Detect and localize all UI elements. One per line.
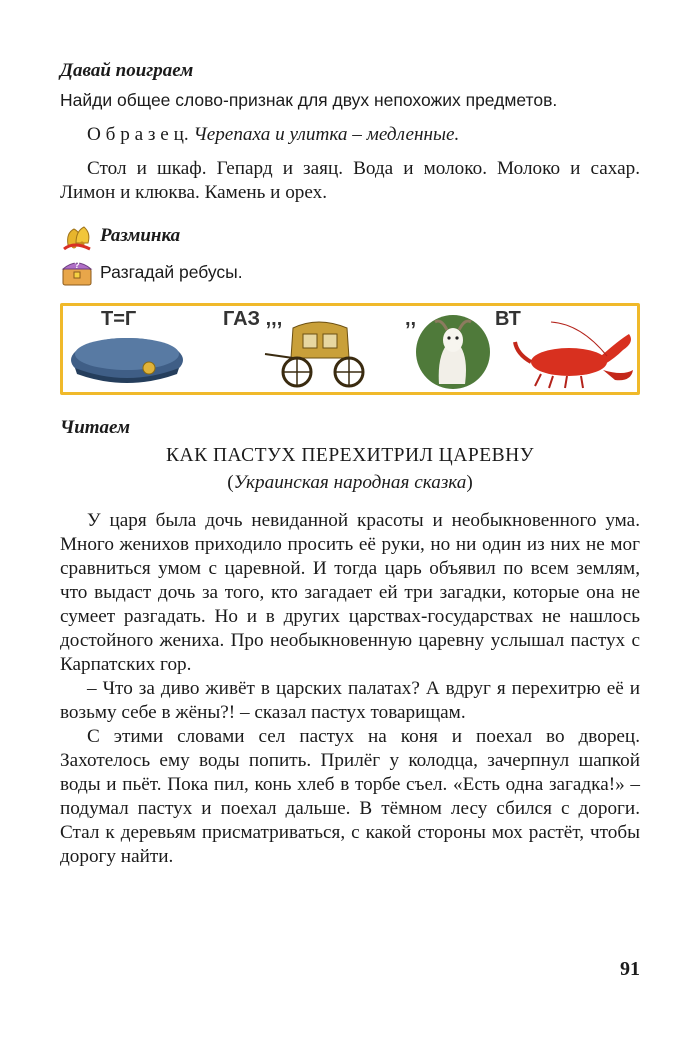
beret-icon <box>67 330 187 390</box>
warmup-task: Разгадай ребусы. <box>100 261 243 282</box>
story-subtitle: Украинская народная сказка <box>233 472 467 493</box>
story-subtitle-wrap: (Украинская народная сказка) <box>227 472 473 493</box>
bells-icon <box>60 219 94 253</box>
rebus-carriage-label: ГАЗ ,,, <box>223 308 283 330</box>
game-section-title: Давай поиграем <box>60 60 194 81</box>
lobster-icon <box>511 320 637 390</box>
example-line <box>60 123 640 147</box>
story-paragraph-1: У царя была дочь невиданной красоты и необыкновенного ума. Много женихов приходило просить её руки, но ни один из них не мог сравниться умом с царевной. И тогда царь объявил по всем землям, что выдаст дочь за того, кто загадает ей три загадки, которые она не сумеет разгадать. Но и в других царствах-государствах не нашлось достойного жениха. Про необыкновенную царевну услышал пастух с Карпатских гор. <box>60 510 640 675</box>
goat-icon <box>415 314 491 390</box>
carriage-icon <box>263 314 378 390</box>
story-paragraph-3: С этими словами сел пастух на коня и поехал во дворец. Захотелось ему воды попить. Прилёг у колодца, зачерпнул шапкой воды и пьёт. Пока пил, конь хлеб в торбе съел. «Есть одна загадка!» – подумал пастух и поехал дальше. В тёмном лесу сбился с дороги. Стал к деревьям присматриваться, с какой стороны мох растёт, чтобы дорогу найти. <box>60 726 640 867</box>
warmup-task-row <box>60 255 640 289</box>
page-content <box>60 60 640 869</box>
chest-icon <box>60 255 94 289</box>
warmup-header <box>60 219 640 253</box>
svg-text:?: ? <box>74 260 80 270</box>
story-paragraph-2: – Что за диво живёт в царских палатах? А вдруг я перехитрю её и возьму себе в жёны?! – сказал пастух товарищам. <box>60 678 640 723</box>
rebus-panel <box>60 303 640 395</box>
game-task: Найди общее слово-признак для двух непохожих предметов. <box>60 90 558 110</box>
word-pairs: Стол и шкаф. Гепард и заяц. Вода и молоко. Молоко и сахар. Лимон и клюква. Камень и орех. <box>60 158 640 203</box>
reading-section-title: Читаем <box>60 417 131 438</box>
rebus-goat-label: ВТ <box>495 308 521 330</box>
page-number: 91 <box>620 958 640 980</box>
example-label: О б р а з е ц. <box>87 124 189 145</box>
warmup-title: Разминка <box>100 225 181 246</box>
example-text: Черепаха и улитка – медленные. <box>193 124 460 145</box>
rebus-beret-label: Т=Г <box>101 308 137 330</box>
rebus-goat-quote: ,, <box>405 308 417 330</box>
story-title: КАК ПАСТУХ ПЕРЕХИТРИЛ ЦАРЕВНУ <box>165 445 534 466</box>
